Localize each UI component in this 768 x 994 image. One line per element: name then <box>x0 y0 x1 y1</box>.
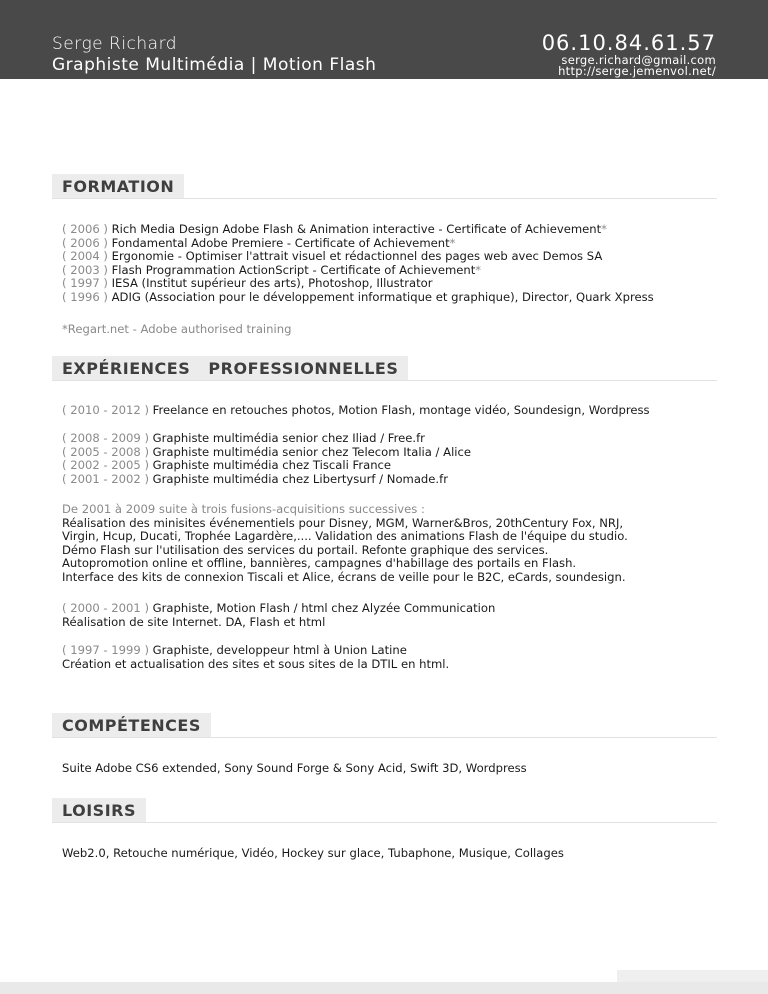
job-item <box>62 446 722 460</box>
job-item <box>62 432 722 446</box>
formation-year: ( 2006 ) <box>62 235 108 250</box>
formation-year: ( 2003 ) <box>62 262 108 277</box>
section-title-formation: FORMATION <box>52 174 184 198</box>
formation-text: ADIG (Association pour le développement informatique et graphique), Director, Quark Xpress <box>111 289 654 304</box>
formation-item <box>62 291 722 305</box>
formation-star: * <box>449 235 456 250</box>
job-text: Graphiste multimédia senior chez Iliad / Free.fr <box>152 431 425 445</box>
formation-item <box>62 264 722 278</box>
formation-text: Ergonomie - Optimiser l'attrait visuel et rédactionnel des pages web avec Demos SA <box>111 249 603 264</box>
formation-item <box>62 250 722 264</box>
experience-year: ( 2000 - 2001 ) <box>62 601 149 615</box>
website-link[interactable]: http://serge.jemenvol.net/ <box>558 64 716 78</box>
fusion-line: Démo Flash sur l'utilisation des services du portail. Refonte graphique des services. <box>62 542 549 557</box>
fusion-line: Réalisation des minisites événementiels pour Disney, MGM, Warner&Bros, 20thCentury Fox, NRJ, <box>62 515 624 530</box>
header-banner <box>0 0 768 79</box>
section-title-loisirs: LOISIRS <box>52 798 146 822</box>
job-year: ( 2005 - 2008 ) <box>62 444 149 459</box>
freelance-entry <box>62 404 722 418</box>
union-entry <box>62 644 722 671</box>
formation-note: *Regart.net - Adobe authorised training <box>62 322 292 336</box>
section-formation <box>52 174 717 199</box>
formation-item <box>62 223 722 237</box>
person-name: Serge Richard <box>52 34 178 54</box>
formation-text: Fondamental Adobe Premiere - Certificate of Achievement <box>111 235 450 250</box>
experience-year: ( 1997 - 1999 ) <box>62 643 149 657</box>
job-item <box>62 459 722 473</box>
competences-text: Suite Adobe CS6 extended, Sony Sound Forge & Sony Acid, Swift 3D, Wordpress <box>62 761 527 775</box>
formation-item <box>62 277 722 291</box>
formation-list <box>62 223 722 305</box>
job-text: Graphiste multimédia chez Tiscali France <box>152 458 392 473</box>
footer-strip <box>0 982 768 994</box>
section-competences <box>52 713 717 738</box>
section-loisirs <box>52 798 717 823</box>
job-text: Graphiste multimédia senior chez Telecom Italia / Alice <box>152 444 472 459</box>
formation-text: Rich Media Design Adobe Flash & Animation interactive - Certificate of Achievement <box>111 222 602 236</box>
formation-text: IESA (Institut supérieur des arts), Photoshop, Illustrator <box>111 276 433 291</box>
alyzee-entry <box>62 602 722 629</box>
formation-item <box>62 237 722 251</box>
formation-year: ( 1996 ) <box>62 289 108 304</box>
fusion-intro: De 2001 à 2009 suite à trois fusions-acquisitions successives : <box>62 502 425 516</box>
formation-year: ( 2004 ) <box>62 249 108 264</box>
fusion-line: Virgin, Hcup, Ducati, Trophée Lagardère,.... Validation des animations Flash de l'équipe du studio. <box>62 529 628 544</box>
section-experiences <box>52 356 717 381</box>
experience-detail: Réalisation de site Internet. DA, Flash et html <box>62 614 326 629</box>
job-year: ( 2001 - 2002 ) <box>62 471 149 486</box>
phone-number: 06.10.84.61.57 <box>541 31 716 55</box>
fusion-description <box>62 503 722 585</box>
experience-text: Graphiste, developpeur html à Union Latine <box>152 643 407 657</box>
formation-year: ( 1997 ) <box>62 276 108 291</box>
job-text: Graphiste multimédia chez Libertysurf / Nomade.fr <box>152 471 448 486</box>
job-item <box>62 473 722 487</box>
section-title-competences: COMPÉTENCES <box>52 713 211 737</box>
section-title-experiences: EXPÉRIENCES PROFESSIONNELLES <box>52 356 408 380</box>
loisirs-text: Web2.0, Retouche numérique, Vidéo, Hockey sur glace, Tubaphone, Musique, Collages <box>62 846 564 860</box>
formation-year: ( 2006 ) <box>62 222 108 236</box>
formation-star: * <box>475 262 482 277</box>
jobs-list <box>62 432 722 486</box>
experience-year: ( 2010 - 2012 ) <box>62 403 149 417</box>
fusion-line: Interface des kits de connexion Tiscali et Alice, écrans de veille pour le B2C, eCards, soundesign. <box>62 569 626 584</box>
experience-text: Freelance en retouches photos, Motion Flash, montage vidéo, Soundesign, Wordpress <box>152 403 650 417</box>
formation-star: * <box>601 222 607 236</box>
job-year: ( 2002 - 2005 ) <box>62 458 149 473</box>
experience-text: Graphiste, Motion Flash / html chez Alyzée Communication <box>152 601 496 615</box>
job-title: Graphiste Multimédia | Motion Flash <box>52 55 377 75</box>
email-address[interactable]: serge.richard@gmail.com <box>561 53 716 67</box>
job-year: ( 2008 - 2009 ) <box>62 431 149 445</box>
experience-detail: Création et actualisation des sites et sous sites de la DTIL en html. <box>62 656 450 671</box>
fusion-line: Autopromotion online et offline, bannières, campagnes d'habillage des portails en Flash. <box>62 556 577 571</box>
formation-text: Flash Programmation ActionScript - Certificate of Achievement <box>111 262 476 277</box>
